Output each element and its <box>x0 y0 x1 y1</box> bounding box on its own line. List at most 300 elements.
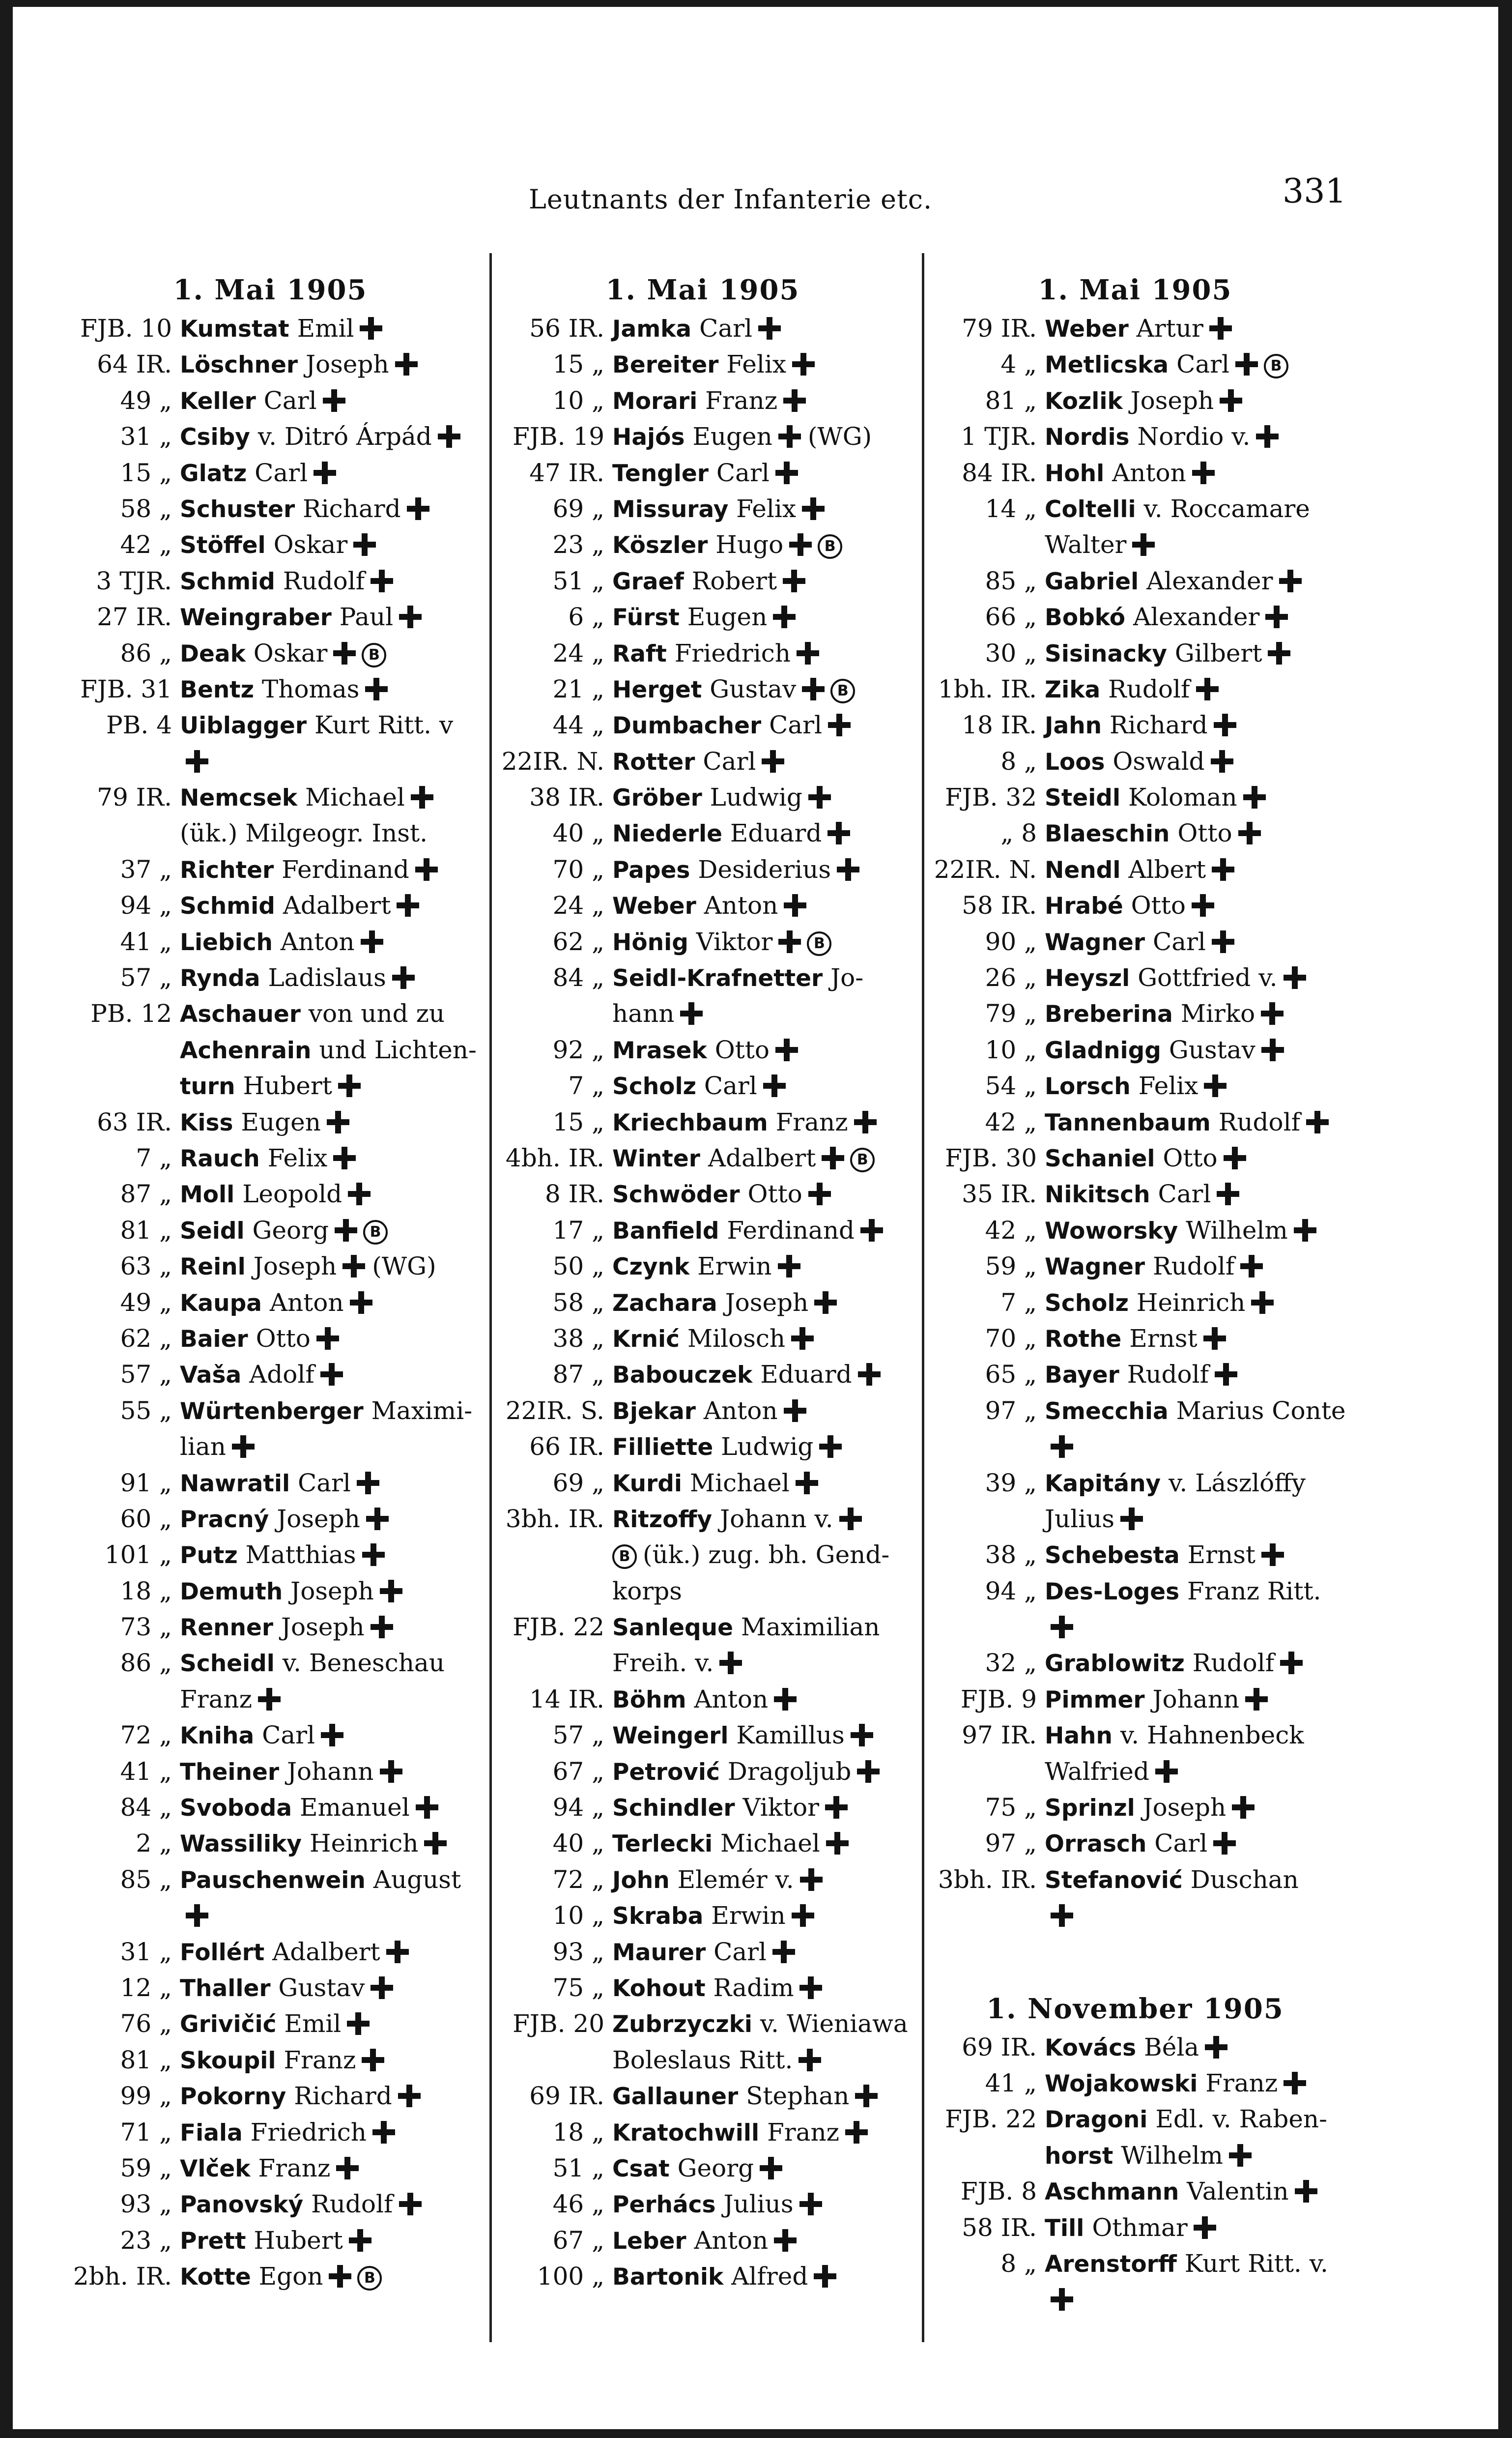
given-name: Adalbert <box>272 1937 380 1966</box>
entry-text <box>612 563 805 600</box>
unit-ref: 42 „ <box>985 1107 1037 1136</box>
unit-ref: 39 „ <box>985 1468 1037 1497</box>
military-cross-icon <box>802 678 825 700</box>
surname: John <box>612 1866 670 1894</box>
entry-line <box>59 960 482 996</box>
entry-text <box>180 960 415 996</box>
entry-text <box>1045 2138 1252 2174</box>
unit-ref: 84 IR. <box>962 458 1037 487</box>
entry-text <box>180 2078 421 2115</box>
military-cross-icon <box>1155 1760 1178 1783</box>
entry-line <box>924 491 1346 527</box>
given-name: Anton <box>704 891 778 920</box>
unit-ref: 27 IR. <box>97 603 172 632</box>
entry-line <box>924 1248 1346 1284</box>
military-cross-icon <box>1192 894 1214 917</box>
military-cross-icon <box>1238 822 1261 844</box>
entry-line <box>59 924 482 960</box>
unit-ref: 62 „ <box>552 927 604 956</box>
entry-line <box>59 707 482 743</box>
surname: Missuray <box>612 495 729 523</box>
unit-ref: 15 „ <box>120 458 172 487</box>
given-name: Franz <box>1205 2068 1278 2097</box>
entry-line <box>924 671 1346 707</box>
given-name: Franz <box>775 1107 848 1136</box>
entry-text <box>612 1645 742 1681</box>
unit-ref: 41 „ <box>985 2068 1037 2097</box>
entry-line <box>924 419 1346 455</box>
given-name: Carl <box>1152 927 1206 956</box>
entry-text <box>612 2259 836 2295</box>
given-name: Rudolf <box>283 566 365 595</box>
unit-ref: 76 „ <box>120 2009 172 2038</box>
given-name: Ernst <box>1129 1324 1198 1353</box>
entry-line <box>924 2065 1346 2101</box>
given-name: Koloman <box>1128 783 1237 812</box>
military-cross-icon <box>762 750 784 773</box>
entry-text <box>612 1321 814 1357</box>
military-cross-icon <box>323 389 345 412</box>
military-cross-icon <box>362 1543 385 1566</box>
surname: Maurer <box>612 1939 706 1966</box>
surname: Reinl <box>180 1253 246 1281</box>
unit-ref: 22IR. S. <box>505 1396 604 1425</box>
given-name: Anton <box>280 927 355 956</box>
entry-text <box>180 636 386 672</box>
given-name: Paul <box>339 603 394 632</box>
entry-text <box>180 996 445 1032</box>
given-name: Michael <box>305 783 405 812</box>
given-name: (ük.) zug. bh. Gend- <box>643 1540 890 1569</box>
entry-text <box>1045 311 1232 347</box>
entry-text <box>180 1645 445 1682</box>
surname: Csiby <box>180 424 250 451</box>
surname: Follért <box>180 1939 265 1966</box>
military-cross-icon <box>808 786 831 809</box>
surname: Rynda <box>180 965 260 992</box>
military-cross-icon <box>1280 1652 1303 1674</box>
surname: Kotte <box>180 2264 251 2291</box>
unit-ref: 51 „ <box>552 2153 604 2182</box>
entry-line <box>924 2174 1346 2209</box>
military-cross-icon <box>362 2049 384 2071</box>
unit-ref: 2 „ <box>136 1829 172 1858</box>
entry-text <box>1045 1609 1073 1645</box>
unit-ref: 63 „ <box>120 1252 172 1281</box>
unit-ref: 79 „ <box>985 999 1037 1028</box>
given-name: Johann v. <box>720 1504 833 1533</box>
given-name: Carl <box>769 711 823 740</box>
entry-text <box>180 527 376 563</box>
surname: Zachara <box>612 1289 717 1317</box>
military-cross-icon <box>814 1291 837 1314</box>
entry-line <box>59 455 482 491</box>
entry-text <box>180 1140 356 1177</box>
circled-b-badge: B <box>363 1220 388 1245</box>
surname: Schwöder <box>612 1181 740 1209</box>
entry-text <box>180 1898 208 1934</box>
entry-text <box>612 636 819 672</box>
entry-text <box>1045 815 1261 852</box>
entry-line <box>491 455 914 491</box>
given-name: Elemér v. <box>677 1865 794 1894</box>
given-name: Othmar <box>1092 2213 1188 2242</box>
entry-text <box>612 1248 800 1285</box>
surname: Pracný <box>180 1506 269 1533</box>
military-cross-icon <box>353 533 376 556</box>
unit-ref: 71 „ <box>120 2118 172 2147</box>
entry-line <box>59 1248 482 1284</box>
surname: Petrović <box>612 1758 720 1786</box>
entry-text <box>180 815 428 851</box>
surname: Loos <box>1045 748 1105 776</box>
military-cross-icon <box>822 1147 844 1169</box>
entry-line <box>59 1645 482 1681</box>
entry-text <box>180 1321 339 1357</box>
surname: Richter <box>180 856 274 884</box>
surname: Breberina <box>1045 1001 1173 1028</box>
entry-text <box>612 1140 875 1177</box>
entry-line <box>59 1682 482 1717</box>
entry-line <box>59 1898 482 1934</box>
entry-line <box>59 1501 482 1537</box>
military-cross-icon <box>380 1760 402 1783</box>
given-name: Thomas <box>261 674 360 703</box>
entry-line <box>59 780 482 815</box>
surname: Zubrzyczki <box>612 2011 752 2038</box>
given-name: Eugen <box>241 1107 321 1136</box>
unit-ref: 97 „ <box>985 1396 1037 1425</box>
surname: Weber <box>612 893 696 920</box>
surname: Rauch <box>180 1145 260 1172</box>
given-name: Hugo <box>715 530 784 559</box>
entry-line <box>924 888 1346 924</box>
unit-ref: 87 „ <box>552 1360 604 1389</box>
given-name: Franz <box>284 2045 356 2074</box>
military-cross-icon <box>1211 750 1233 773</box>
entry-line <box>491 599 914 635</box>
military-cross-icon <box>858 1363 881 1386</box>
surname: Weber <box>1045 316 1129 343</box>
given-name: korps <box>612 1576 682 1605</box>
entry-line <box>59 1790 482 1826</box>
military-cross-icon <box>1256 425 1279 448</box>
entry-text <box>612 311 781 347</box>
unit-ref: 70 „ <box>985 1324 1037 1353</box>
given-name: Alexander <box>1133 603 1260 632</box>
entry-text <box>180 1826 447 1862</box>
entry-line <box>924 1754 1346 1790</box>
surname: Arenstorff <box>1045 2250 1177 2278</box>
entry-text <box>612 1429 842 1465</box>
given-name: Carl <box>703 747 756 776</box>
entry-line <box>924 1429 1346 1465</box>
military-cross-icon <box>1251 1291 1274 1314</box>
entry-text <box>1045 2246 1328 2282</box>
entry-text <box>612 815 850 852</box>
entry-line <box>924 1826 1346 1861</box>
entry-line <box>59 1213 482 1248</box>
given-name: Carl <box>1154 1829 1208 1858</box>
entry-line <box>59 491 482 527</box>
entry-text <box>180 1790 438 1826</box>
given-name: Hubert <box>243 1072 332 1101</box>
military-cross-icon <box>854 1111 877 1133</box>
entry-line <box>924 1609 1346 1645</box>
surname: Hohl <box>1045 460 1105 487</box>
given-name: Edl. v. Raben- <box>1155 2105 1328 2134</box>
entry-text <box>612 2223 797 2259</box>
unit-ref: 42 „ <box>985 1216 1037 1245</box>
entry-line <box>924 1898 1346 1934</box>
entry-text <box>1045 1140 1246 1177</box>
surname: Scheidl <box>180 1650 275 1678</box>
entry-line <box>924 1862 1346 1898</box>
entry-line <box>924 1501 1346 1537</box>
given-name: Dragoljub <box>727 1757 852 1786</box>
given-name: Carl <box>699 314 753 343</box>
given-name: Albert <box>1128 855 1206 884</box>
given-name: Béla <box>1143 2032 1199 2061</box>
given-name: Adalbert <box>283 891 391 920</box>
unit-ref: 3bh. IR. <box>938 1865 1037 1894</box>
surname: Csat <box>612 2155 670 2182</box>
entry-text <box>1045 1898 1073 1934</box>
given-name: Ludwig <box>721 1432 814 1461</box>
unit-ref: 35 IR. <box>962 1180 1037 1209</box>
unit-ref: 49 „ <box>120 386 172 415</box>
entry-text <box>612 1934 795 1971</box>
entry-line <box>491 996 914 1032</box>
page-number: 331 <box>1283 172 1346 211</box>
unit-ref: 23 „ <box>552 530 604 559</box>
entry-line <box>491 1140 914 1176</box>
entry-text <box>612 960 863 996</box>
surname: Kovács <box>1045 2034 1137 2061</box>
unit-ref: 69 „ <box>552 494 604 523</box>
given-name: Felix <box>1138 1072 1198 1101</box>
entry-text <box>612 2115 868 2151</box>
military-cross-icon <box>778 930 801 953</box>
entry-line <box>491 1176 914 1212</box>
entry-text <box>180 1754 402 1790</box>
surname: Herget <box>612 676 702 703</box>
entry-text <box>612 2042 821 2078</box>
given-name: (ük.) Milgeogr. Inst. <box>180 819 428 848</box>
entry-line <box>491 563 914 599</box>
given-name: Robert <box>691 566 777 595</box>
entry-line <box>924 1682 1346 1717</box>
entry-text <box>180 1393 472 1429</box>
entry-line <box>59 383 482 419</box>
military-cross-icon <box>320 1363 343 1386</box>
entry-line <box>59 1429 482 1465</box>
given-name: Rudolf <box>1218 1107 1301 1136</box>
entry-line <box>491 2223 914 2259</box>
military-cross-icon <box>1261 1543 1284 1566</box>
military-cross-icon <box>395 353 418 376</box>
entry-text <box>612 2006 908 2042</box>
surname: Kozlik <box>1045 387 1123 415</box>
given-name: Julius <box>1045 1504 1115 1533</box>
military-cross-icon <box>407 497 429 520</box>
unit-ref: 17 „ <box>552 1216 604 1245</box>
entry-text <box>1045 491 1310 527</box>
unit-ref: 58 IR. <box>962 2213 1037 2242</box>
unit-ref: 85 „ <box>985 566 1037 595</box>
entry-line <box>59 2078 482 2114</box>
entry-line <box>924 815 1346 851</box>
unit-ref: 85 „ <box>120 1865 172 1894</box>
entry-line <box>491 888 914 924</box>
unit-ref: 31 „ <box>120 1937 172 1966</box>
entry-text <box>612 383 806 419</box>
unit-ref: 4 „ <box>1000 350 1037 379</box>
entry-text <box>1045 1321 1226 1357</box>
surname: Schmid <box>180 568 275 595</box>
surname: Scholz <box>612 1073 696 1101</box>
section-title: 1. Mai 1905 <box>605 274 800 306</box>
unit-ref: 32 „ <box>985 1649 1037 1678</box>
unit-ref: 10 „ <box>552 1901 604 1930</box>
given-name: Franz <box>180 1684 252 1713</box>
entry-line <box>491 347 914 382</box>
military-cross-icon <box>799 1976 822 1999</box>
surname: Kurdi <box>612 1470 682 1497</box>
given-name: Friedrich <box>250 2118 367 2147</box>
given-name: Carl <box>704 1072 757 1101</box>
given-name: Erwin <box>697 1252 772 1281</box>
surname: Kapitány <box>1045 1470 1161 1497</box>
military-cross-icon <box>778 425 801 448</box>
surname: Demuth <box>180 1578 283 1605</box>
military-cross-icon <box>1051 1435 1073 1458</box>
unit-ref: 8 IR. <box>545 1180 604 1209</box>
entry-text <box>180 347 418 383</box>
given-name: Gustav <box>1169 1035 1255 1064</box>
entry-line <box>491 2115 914 2150</box>
military-cross-icon <box>1235 353 1258 376</box>
military-cross-icon <box>845 2121 868 2144</box>
military-cross-icon <box>1196 678 1219 700</box>
military-cross-icon <box>232 1435 255 1458</box>
entry-line <box>59 1357 482 1393</box>
military-cross-icon <box>316 1327 339 1350</box>
surname: Keller <box>180 387 256 415</box>
unit-ref: 8 „ <box>1000 747 1037 776</box>
surname: Böhm <box>612 1686 686 1713</box>
unit-ref: 56 IR. <box>529 314 604 343</box>
surname: Tannenbaum <box>1045 1109 1211 1136</box>
entry-line <box>491 1609 914 1645</box>
surname: Thaller <box>180 1974 271 2002</box>
surname: Pauschenwein <box>180 1866 366 1894</box>
entry-text <box>1045 1645 1303 1682</box>
military-cross-icon <box>333 1147 356 1169</box>
entry-text <box>1045 996 1284 1032</box>
entry-line <box>924 1104 1346 1140</box>
unit-ref: 37 „ <box>120 855 172 884</box>
given-name: Nordio v. <box>1137 422 1251 451</box>
unit-ref: 14 „ <box>985 494 1037 523</box>
military-cross-icon <box>860 1219 883 1242</box>
entry-text <box>1045 1862 1299 1898</box>
unit-ref: 49 „ <box>120 1288 172 1317</box>
given-name: Walter <box>1045 530 1127 559</box>
unit-ref: 58 „ <box>120 494 172 523</box>
entry-text <box>612 1573 682 1609</box>
given-name: Carl <box>1158 1180 1211 1209</box>
unit-ref: 90 „ <box>985 927 1037 956</box>
entry-text <box>180 2006 370 2042</box>
entry-line <box>491 960 914 996</box>
unit-ref: 59 „ <box>120 2153 172 2182</box>
given-name: Johann <box>1152 1684 1240 1713</box>
entry-text <box>1045 383 1242 419</box>
given-name: Eduard <box>730 819 822 848</box>
unit-ref: 69 IR. <box>529 2082 604 2111</box>
unit-ref: PB. 12 <box>90 999 172 1028</box>
military-cross-icon <box>851 1724 873 1746</box>
military-cross-icon <box>802 497 825 520</box>
unit-ref: 57 „ <box>120 963 172 992</box>
given-name: Heinrich <box>1136 1288 1246 1317</box>
given-name: Wilhelm <box>1186 1216 1288 1245</box>
entry-line <box>491 2150 914 2186</box>
entry-text <box>180 2186 422 2223</box>
entry-line <box>59 1032 482 1068</box>
given-name: v. Wieniawa <box>760 2009 908 2038</box>
surname: Prett <box>180 2227 246 2255</box>
entry-text <box>612 996 703 1032</box>
section-title: 1. Mai 1905 <box>1038 274 1232 306</box>
circled-b-badge: B <box>830 679 855 703</box>
given-name: Joseph <box>290 1576 374 1605</box>
military-cross-icon <box>825 1796 848 1819</box>
given-name: August <box>373 1865 461 1894</box>
entry-line <box>491 707 914 743</box>
military-cross-icon <box>360 317 382 340</box>
unit-ref: FJB. 30 <box>945 1143 1037 1172</box>
entry-line <box>59 1754 482 1790</box>
military-cross-icon <box>1194 2216 1216 2239</box>
unit-ref: 75 „ <box>985 1793 1037 1822</box>
entry-text <box>1045 2210 1216 2246</box>
entry-text <box>1045 1068 1227 1104</box>
surname: Schmid <box>180 893 275 920</box>
entry-text <box>612 1285 837 1321</box>
surname: Jahn <box>1045 712 1102 740</box>
entry-line <box>59 2150 482 2186</box>
unit-ref: 58 „ <box>552 1288 604 1317</box>
military-cross-icon <box>774 1688 797 1711</box>
surname: Blaeschin <box>1045 820 1170 848</box>
military-cross-icon <box>371 570 393 592</box>
unit-ref: PB. 4 <box>106 711 172 740</box>
unit-ref: 24 „ <box>552 639 604 668</box>
column-1 <box>59 269 482 2294</box>
entry-text <box>1045 1717 1304 1754</box>
unit-ref: FJB. 22 <box>945 2105 1037 2134</box>
given-name: Rudolf <box>1152 1252 1235 1281</box>
entry-text <box>1045 1573 1321 1610</box>
entry-line <box>59 2006 482 2042</box>
given-name: Wilhelm <box>1121 2141 1223 2170</box>
given-name: Franz <box>767 2118 840 2147</box>
entry-text <box>612 1465 818 1502</box>
military-cross-icon <box>855 2085 878 2107</box>
given-name: Joseph <box>725 1288 809 1317</box>
